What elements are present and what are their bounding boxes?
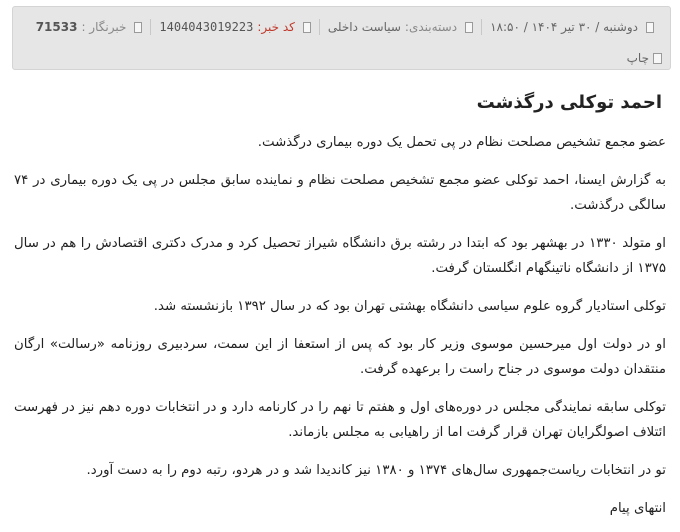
article-paragraph: توکلی استادیار گروه علوم سیاسی دانشگاه بهشتی تهران بود که در سال ۱۳۹۲ بازنشسته شد. <box>153 299 666 314</box>
article-signoff: انتهای پیام <box>609 501 666 516</box>
reporter-id: 71533 <box>35 20 78 34</box>
code-icon <box>303 22 311 33</box>
article-body <box>14 130 666 521</box>
category-label: دسته‌بندی: <box>404 20 458 34</box>
news-code: 1404043019223 <box>159 20 254 34</box>
article-paragraph: او متولد ۱۳۳۰ در بهشهر بود که ابتدا در رشته برق دانشگاه شیراز تحصیل کرد و مدرک دکتری اقتصادش را هم در سال ۱۳۷۵ از دانشگاه ناتینگهام انگلستان گرفت. <box>14 236 666 276</box>
article-paragraph: او در دولت اول میرحسین موسوی وزیر کار بود که پس از استعفا از این سمت، سردبیری روزنامه «رسالت» ارگان منتقدان دولت موسوی در جناح راست را برعهده گرفت. <box>14 337 666 377</box>
article-title: احمد توکلی درگذشت <box>476 92 662 113</box>
article-paragraph: توکلی سابقه نمایندگی مجلس در دوره‌های اول و هفتم تا نهم را در کارنامه دارد و در انتخابات دوره دهم نیز در فهرست ائتلاف اصولگرایان تهران قرار گرفت اما از راهیابی به مجلس بازماند. <box>14 400 666 440</box>
print-label[interactable]: چاپ <box>626 51 649 65</box>
code-item <box>151 20 318 34</box>
code-label: کد خبر: <box>257 20 295 34</box>
article-paragraph: عضو مجمع تشخیص مصلحت نظام در پی تحمل یک دوره بیماری درگذشت. <box>257 135 666 150</box>
article-paragraph: تو در انتخابات ریاست‌جمهوری سال‌های ۱۳۷۴ و ۱۳۸۰ نیز کاندیدا شد و در هردو، رتبه دوم را به دست آورد. <box>86 463 666 478</box>
divider <box>481 19 482 35</box>
date-item <box>482 20 662 34</box>
calendar-icon <box>646 22 654 33</box>
reporter-item <box>28 20 151 34</box>
article-paragraph: به گزارش ایسنا، احمد توکلی عضو مجمع تشخیص مصلحت نظام و نماینده سابق مجلس در پی یک دوره بیماری در ۷۴ سالگی درگذشت. <box>14 173 666 213</box>
news-meta-row <box>21 17 662 37</box>
print-button[interactable] <box>627 49 662 67</box>
reporter-icon <box>134 22 142 33</box>
news-date: دوشنبه / ۳۰ تیر ۱۴۰۴ / ۱۸:۵۰ <box>490 20 638 34</box>
print-icon <box>653 53 662 64</box>
divider <box>150 19 151 35</box>
reporter-label: خبرنگار : <box>81 20 127 34</box>
divider <box>319 19 320 35</box>
category-icon <box>465 22 473 33</box>
news-meta-box <box>12 6 671 70</box>
category-item <box>320 20 481 34</box>
category-link[interactable]: سیاست داخلی <box>327 20 401 34</box>
